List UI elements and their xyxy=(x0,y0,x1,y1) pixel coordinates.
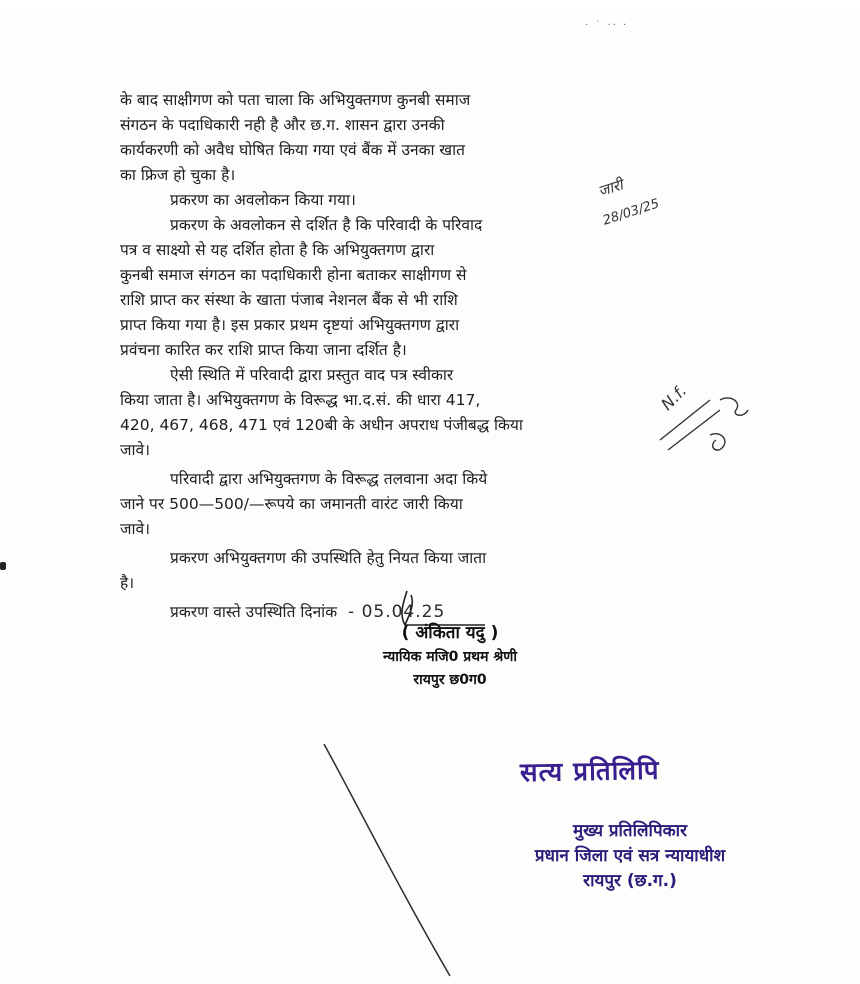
text-line: प्रवंचना कारित कर राशि प्राप्त किया जाना दर्शित है। xyxy=(120,341,407,359)
text-line: 420, 467, 468, 471 एवं 120बी के अधीन अपराध पंजीबद्ध किया xyxy=(120,416,523,434)
text-line: के बाद साक्षीगण को पता चाला कि अभियुक्तगण कुनबी समाज xyxy=(120,91,471,109)
handwritten-initials-icon xyxy=(650,380,760,470)
judge-designation: न्यायिक मजि0 प्रथम श्रेणी xyxy=(382,649,518,665)
next-date-label: प्रकरण वास्ते उपस्थिति दिनांक xyxy=(170,603,338,621)
annotation-jari: जारी xyxy=(595,175,626,201)
next-date-value: - 05.04.25 xyxy=(348,602,446,622)
signature-block xyxy=(340,620,560,689)
text-line: का फ्रिज हो चुका है। xyxy=(120,166,236,184)
text-line: जाने पर 500—500/—रूपये का जमानती वारंट जारी किया xyxy=(120,495,463,513)
text-line: कार्यकरणी को अवैध घोषित किया गया एवं बैंक में उनका खात xyxy=(120,141,465,159)
hole-punch-mark xyxy=(0,562,6,570)
text-line: किया जाता है। अभियुक्तगण के विरूद्ध भा.द.सं. की धारा 417, xyxy=(120,391,481,409)
text-line: संगठन के पदाधिकारी नही है और छ.ग. शासन द्वारा उनकी xyxy=(120,116,445,134)
text-line: पत्र व साक्ष्यो से यह दर्शित होता है कि अभियुक्तगण द्वारा xyxy=(120,241,435,259)
copyist-stamp xyxy=(495,818,765,891)
order-text xyxy=(120,88,590,625)
scan-marks: · ˙ ·· · xyxy=(585,20,629,31)
annotation-jari-date: 28/03/25 xyxy=(601,196,662,229)
text-line: जावे। xyxy=(120,441,151,459)
judge-place: रायपुर छ0ग0 xyxy=(413,672,487,688)
judge-name: ( अंकिता यदु ) xyxy=(401,623,499,643)
stamp-line: रायपुर (छ.ग.) xyxy=(583,871,677,891)
text-line: प्रकरण का अवलोकन किया गया। xyxy=(170,191,356,209)
annotation-nf: N.f. xyxy=(657,381,691,414)
text-line: ऐसी स्थिति में परिवादी द्वारा प्रस्तुत वाद पत्र स्वीकार xyxy=(170,366,454,384)
text-line: राशि प्राप्त कर संस्था के खाता पंजाब नेशनल बैंक से भी राशि xyxy=(120,291,458,309)
stamp-line: मुख्य प्रतिलिपिकार xyxy=(572,821,688,841)
text-line: प्रकरण अभियुक्तगण की उपस्थिति हेतु नियत किया जाता xyxy=(170,549,487,567)
text-line: जावे। xyxy=(120,520,151,538)
scan-edge xyxy=(0,0,860,40)
true-copy-stamp: सत्य प्रतिलिपि xyxy=(519,755,660,789)
text-line: परिवादी द्वारा अभियुक्तगण के विरूद्ध तलवाना अदा किये xyxy=(170,470,488,488)
text-line: प्रकरण के अवलोकन से दर्शित है कि परिवादी के परिवाद xyxy=(170,216,483,234)
text-line: कुनबी समाज संगठन का पदाधिकारी होना बताकर साक्षीगण से xyxy=(120,266,467,284)
text-line: प्राप्त किया गया है। इस प्रकार प्रथम दृष्टयां अभियुक्तगण द्वारा xyxy=(120,316,460,334)
pen-stroke-icon xyxy=(320,740,460,980)
text-line: है। xyxy=(120,574,135,592)
stamp-line: प्रधान जिला एवं सत्र न्यायाधीश xyxy=(534,846,726,866)
